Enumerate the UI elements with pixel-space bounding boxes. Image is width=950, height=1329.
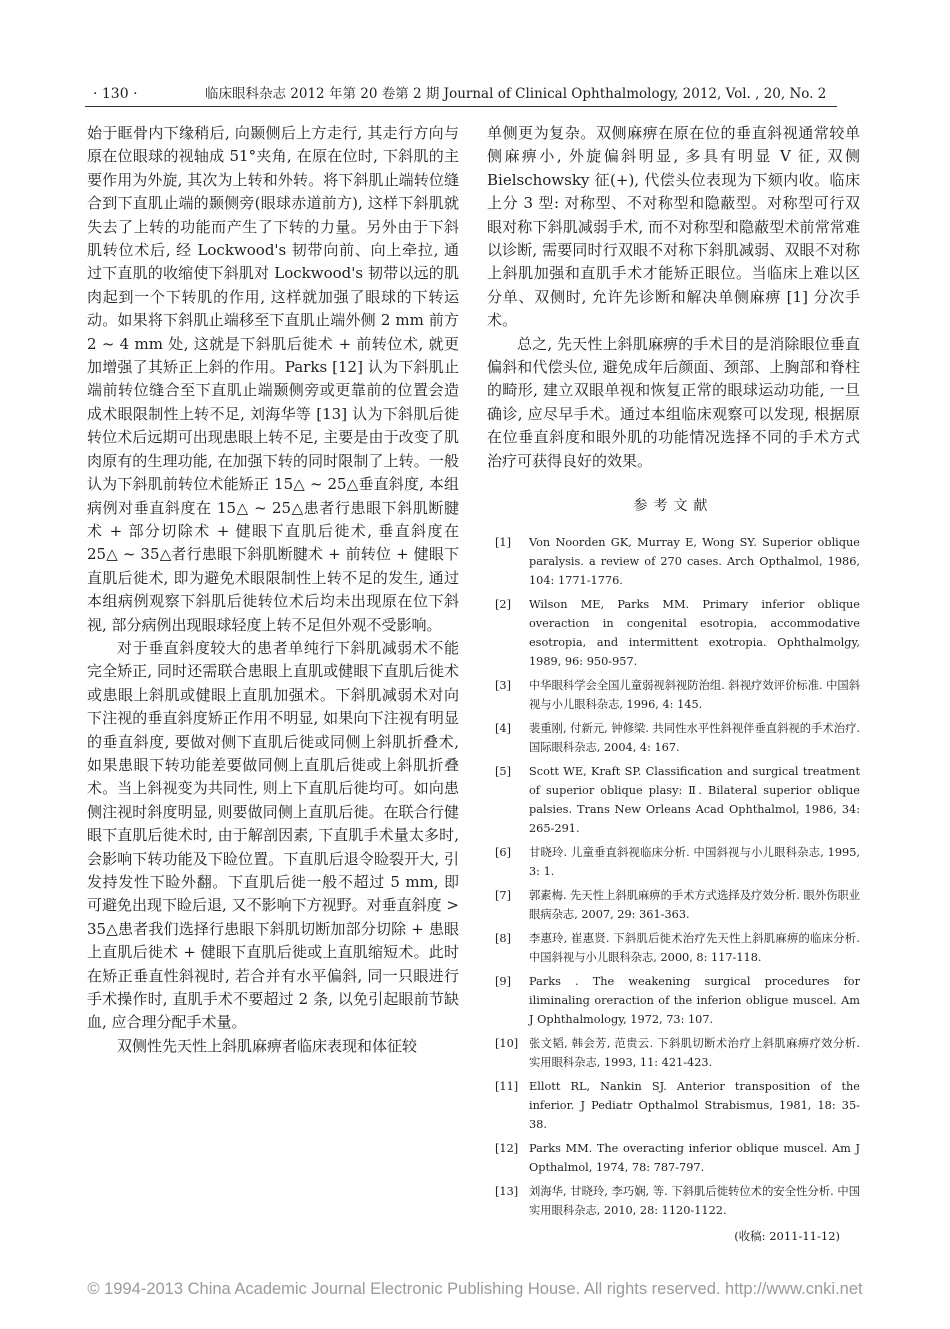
reference-item bbox=[487, 886, 860, 924]
reference-number: [4] bbox=[495, 721, 512, 735]
reference-text: Ellott RL, Nankin SJ. Anterior transposition of the inferior. J Pediatr Opthalmol Strabismus, 1981, 18: 35-38. bbox=[529, 1079, 860, 1131]
reference-text: 裴重刚, 付新元, 钟修梁. 共同性水平性斜视伴垂直斜视的手术治疗. 国际眼科杂志, 2004, 4: 167. bbox=[529, 721, 860, 754]
reference-text: Scott WE, Kraft SP. Classification and surgical treatment of superior oblique plasy: Ⅱ. Bilateral superior oblique palsies. Trans New Orleans Acad Ophthalmol, 1986, 34: 265-291. bbox=[529, 764, 860, 835]
reference-number: [10] bbox=[495, 1036, 519, 1050]
reference-text: 中华眼科学会全国儿童弱视斜视防治组. 斜视疗效评价标准. 中国斜视与小儿眼科杂志, 1996, 4: 145. bbox=[529, 678, 860, 711]
received-date: (收稿: 2011-11-12) bbox=[734, 1228, 840, 1243]
reference-item bbox=[487, 1139, 860, 1177]
running-title: 临床眼科杂志 2012 年第 20 卷第 2 期 Journal of Clinical Ophthalmology, 2012, Vol. , 20, No. 2 bbox=[205, 86, 827, 102]
reference-number: [2] bbox=[495, 597, 512, 611]
reference-text: Wilson ME, Parks MM. Primary inferior oblique overaction in congenital esotropia, accommodative esotropia, and intermittent exotropia. Ophthalmolgy, 1989, 96: 950-957. bbox=[529, 597, 860, 668]
header-rule bbox=[85, 106, 837, 107]
reference-number: [6] bbox=[495, 845, 512, 859]
reference-item bbox=[487, 972, 860, 1029]
reference-item bbox=[487, 719, 860, 757]
reference-item bbox=[487, 762, 860, 838]
reference-text: Parks . The weakening surgical procedures for iliminaling oreraction of the inferion obligue muscel. Am J Ophthalmology, 1972, 73: 107. bbox=[529, 974, 860, 1026]
paragraph: 双侧性先天性上斜肌麻痹者临床表现和体征较 bbox=[117, 1036, 418, 1055]
reference-number: [9] bbox=[495, 974, 512, 988]
reference-list bbox=[487, 533, 860, 1220]
reference-number: [5] bbox=[495, 764, 512, 778]
reference-item bbox=[487, 1034, 860, 1072]
reference-number: [8] bbox=[495, 931, 512, 945]
reference-text: 李惠玲, 崔惠贤. 下斜肌后徙术治疗先天性上斜肌麻痹的临床分析. 中国斜视与小儿眼科杂志, 2000, 8: 117-118. bbox=[529, 931, 860, 964]
references-heading: 参考文献 bbox=[633, 498, 714, 515]
reference-number: [3] bbox=[495, 678, 512, 692]
reference-item bbox=[487, 533, 860, 590]
reference-text: Von Noorden GK, Murray E, Wong SY. Superior oblique paralysis. a review of 270 cases. Arch Opthalmol, 1986, 104: 1771-1776. bbox=[529, 535, 860, 587]
reference-text: 张文韬, 韩会芳, 范贵云. 下斜肌切断术治疗上斜肌麻痹疗效分析. 实用眼科杂志, 1993, 11: 421-423. bbox=[529, 1036, 860, 1069]
reference-number: [7] bbox=[495, 888, 512, 902]
paragraph: 总之, 先天性上斜肌麻痹的手术目的是消除眼位垂直偏斜和代偿头位, 避免成年后颜面、颈部、上胸部和脊柱的畸形, 建立双眼单视和恢复正常的眼球运动功能, 一旦确诊, 应尽早手术。通过本组临床观察可以发现, 根据原在位垂直斜度和眼外肌的功能情况选择不同的手术方式治疗可获得良好的效果。 bbox=[487, 334, 860, 470]
paragraph: 单侧更为复杂。双侧麻痹在原在位的垂直斜视通常较单侧麻痹小, 外旋偏斜明显, 多具有明显 V 征, 双侧 Bielschowsky 征(+), 代偿头位表现为下颏内收。临床上分 3 型: 对称型、不对称型和隐蔽型。对称型可行双眼对称下斜肌减弱手术, 而不对称型和隐蔽型术前常常难以诊断, 需要同时行双眼不对称下斜肌减弱、双眼不对称上斜肌加强和直肌手术才能矫正眼位。当临床上难以区分单、双侧时, 允许先诊断和解决单侧麻痹 [1] 分次手术。 bbox=[487, 124, 860, 330]
paragraph: 对于垂直斜度较大的患者单纯行下斜肌减弱术不能完全矫正, 同时还需联合患眼上直肌或健眼下直肌后徙术或患眼上斜肌或健眼上直肌加强术。下斜肌减弱术对向下注视的垂直斜度矫正作用不明显, 如果向下注视有明显的垂直斜度, 要做对侧下直肌后徙或同侧上斜肌折叠术, 如果患眼下转功能差要做同侧上直肌后徙或上斜肌折叠术。当上斜视变为共同性, 则上下直肌后徙均可。如向患侧注视时斜度明显, 则要做同侧上直肌后徙。在联合行健眼下直肌后徙术时, 由于解剖因素, 下直肌手术量太多时, 会影响下转功能及下睑位置。下直肌后退令睑裂开大, 引发持发性下睑外翻。下直肌后徙一般不超过 5 mm, 即可避免出现下睑后退, 又不影响下方视野。对垂直斜度 > 35△患者我们选择行患眼下斜肌切断加部分切除 + 患眼上直肌后徙术 + 健眼下直肌后徙或上直肌缩短术。此时在矫正垂直性斜视时, 若合并有水平偏斜, 同一只眼进行手术操作时, 直肌手术不要超过 2 条, 以免引起眼前节缺血, 应合理分配手术量。 bbox=[87, 638, 459, 1032]
reference-item bbox=[487, 676, 860, 714]
paragraph: 始于眶骨内下缘稍后, 向颞侧后上方走行, 其走行方向与原在位眼球的视轴成 51°夹角, 在原在位时, 下斜肌的主要作用为外旋, 其次为上转和外转。将下斜肌止端转位缝合到下直肌止端的颞侧旁(眼球赤道前方), 这样下斜肌就失去了上转的功能而产生了下转的力量。另外由于下斜肌转位术后, 经 Lockwood's 韧带向前、向上牵拉, 通过下直肌的收缩使下斜肌对 Lockwood's 韧带以远的肌肉起到一个下转肌的作用, 这样就加强了眼球的下转运动。如果将下斜肌止端移至下直肌止端外侧 2 mm 前方 2 ~ 4 mm 处, 这就是下斜肌后徙术 + 前转位术, 就更加增强了其矫正上斜的作用。Parks [12] 认为下斜肌止端前转位缝合至下直肌止端颞侧旁或更靠前的位置会造成术眼限制性上转不足, 刘海华等 [13] 认为下斜肌后徙转位术后远期可出现患眼上转不足, 主要是由于改变了肌肉原有的生理功能, 在加强下转的同时限制了上转。一般认为下斜肌前转位术能矫正 15△ ~ 25△垂直斜度, 本组病例对垂直斜度在 15△ ~ 25△患者行患眼下斜肌断腱术 + 部分切除术 + 健眼下直肌后徙术, 垂直斜度在 25△ ~ 35△者行患眼下斜肌断腱术 + 前转位 + 健眼下直肌后徙术, 即为避免术眼限制性上转不足的发生, 通过本组病例观察下斜肌后徙转位术后均未出现原在位下斜视, 部分病例出现眼球轻度上转不足但外观不受影响。 bbox=[87, 124, 459, 634]
reference-number: [1] bbox=[495, 535, 512, 549]
reference-number: [12] bbox=[495, 1141, 519, 1155]
reference-item bbox=[487, 843, 860, 881]
page-header bbox=[85, 84, 835, 106]
reference-text: Parks MM. The overacting inferior oblique muscel. Am J Opthalmol, 1974, 78: 787-797. bbox=[529, 1141, 860, 1174]
right-column bbox=[487, 122, 860, 1248]
left-column bbox=[87, 122, 459, 1058]
reference-text: 郭素梅. 先天性上斜肌麻痹的手术方式选择及疗效分析. 眼外伤职业眼病杂志, 2007, 29: 361-363. bbox=[529, 888, 860, 921]
reference-number: [11] bbox=[495, 1079, 519, 1093]
reference-number: [13] bbox=[495, 1184, 519, 1198]
reference-text: 刘海华, 甘晓玲, 李巧娴, 等. 下斜肌后徙转位术的安全性分析. 中国实用眼科杂志, 2010, 28: 1120-1122. bbox=[529, 1184, 860, 1217]
reference-item bbox=[487, 1077, 860, 1134]
reference-item bbox=[487, 929, 860, 967]
copyright-footer: © 1994-2013 China Academic Journal Electronic Publishing House. All rights reserved. http://www.cnki.net bbox=[87, 1280, 863, 1298]
reference-item bbox=[487, 595, 860, 671]
reference-item bbox=[487, 1182, 860, 1220]
reference-text: 甘晓玲. 儿童垂直斜视临床分析. 中国斜视与小儿眼科杂志, 1995, 3: 1. bbox=[529, 845, 860, 878]
page-number: · 130 · bbox=[93, 86, 138, 102]
